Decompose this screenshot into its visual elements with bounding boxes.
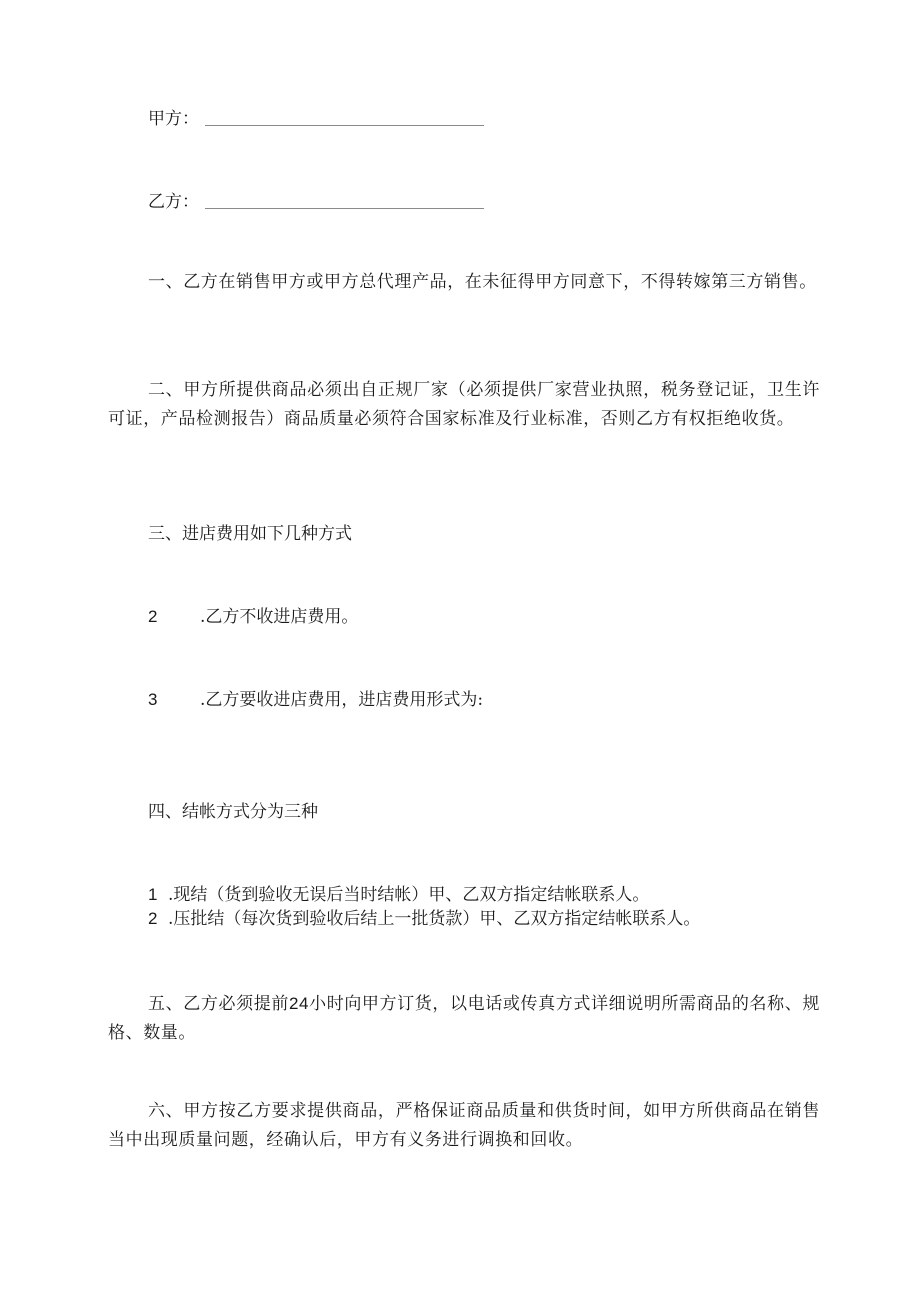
clause-3-item bbox=[148, 689, 483, 711]
clause-3-title: 三、进店费用如下几种方式 bbox=[148, 524, 352, 544]
clause-4-item-number: 2 bbox=[148, 909, 158, 928]
party-b-blank[interactable] bbox=[205, 208, 484, 209]
clause-1: 一、乙方在销售甲方或甲方总代理产品，在未征得甲方同意下，不得转嫁第三方销售。 bbox=[148, 272, 817, 292]
clause-4-item-number: 1 bbox=[148, 885, 158, 904]
clause-3-item-text: .乙方要收进店费用，进店费用形式为: bbox=[200, 690, 484, 710]
clause-4-item bbox=[148, 908, 700, 930]
clause-4-item bbox=[148, 884, 649, 906]
clause-5-suffix: 小时向甲方订货，以电话或传真方式详细说明所需商品的名称、规格、数量。 bbox=[108, 994, 820, 1043]
party-a-line bbox=[148, 108, 199, 130]
clause-5-hours: 24 bbox=[288, 994, 310, 1013]
clause-3-item-text: .乙方不收进店费用。 bbox=[200, 607, 359, 627]
clause-4-item-text: .现结（货到验收无误后当时结帐）甲、乙双方指定结帐联系人。 bbox=[168, 885, 650, 905]
clause-3-item-number: 3 bbox=[148, 690, 158, 709]
clause-3-item bbox=[148, 606, 358, 628]
clause-5-prefix: 五、乙方必须提前 bbox=[148, 994, 289, 1014]
clause-6: 六、甲方按乙方要求提供商品，严格保证商品质量和供货时间，如甲方所供商品在销售当中出现质量问题，经确认后，甲方有义务进行调换和回收。 bbox=[108, 1101, 820, 1150]
party-a-blank[interactable] bbox=[205, 125, 484, 126]
clause-4-title: 四、结帐方式分为三种 bbox=[148, 802, 318, 822]
clause-5 bbox=[108, 989, 820, 1048]
clause-4-item-text: .压批结（每次货到验收后结上一批货款）甲、乙双方指定结帐联系人。 bbox=[168, 909, 701, 929]
party-a-label: 甲方： bbox=[148, 109, 199, 129]
clause-3-item-number: 2 bbox=[148, 607, 158, 626]
party-b-label: 乙方： bbox=[148, 192, 199, 212]
clause-2: 二、甲方所提供商品必须出自正规厂家（必须提供厂家营业执照，税务登记证，卫生许可证，产品检测报告）商品质量必须符合国家标准及行业标准，否则乙方有权拒绝收货。 bbox=[108, 380, 820, 429]
party-b-line bbox=[148, 191, 199, 213]
